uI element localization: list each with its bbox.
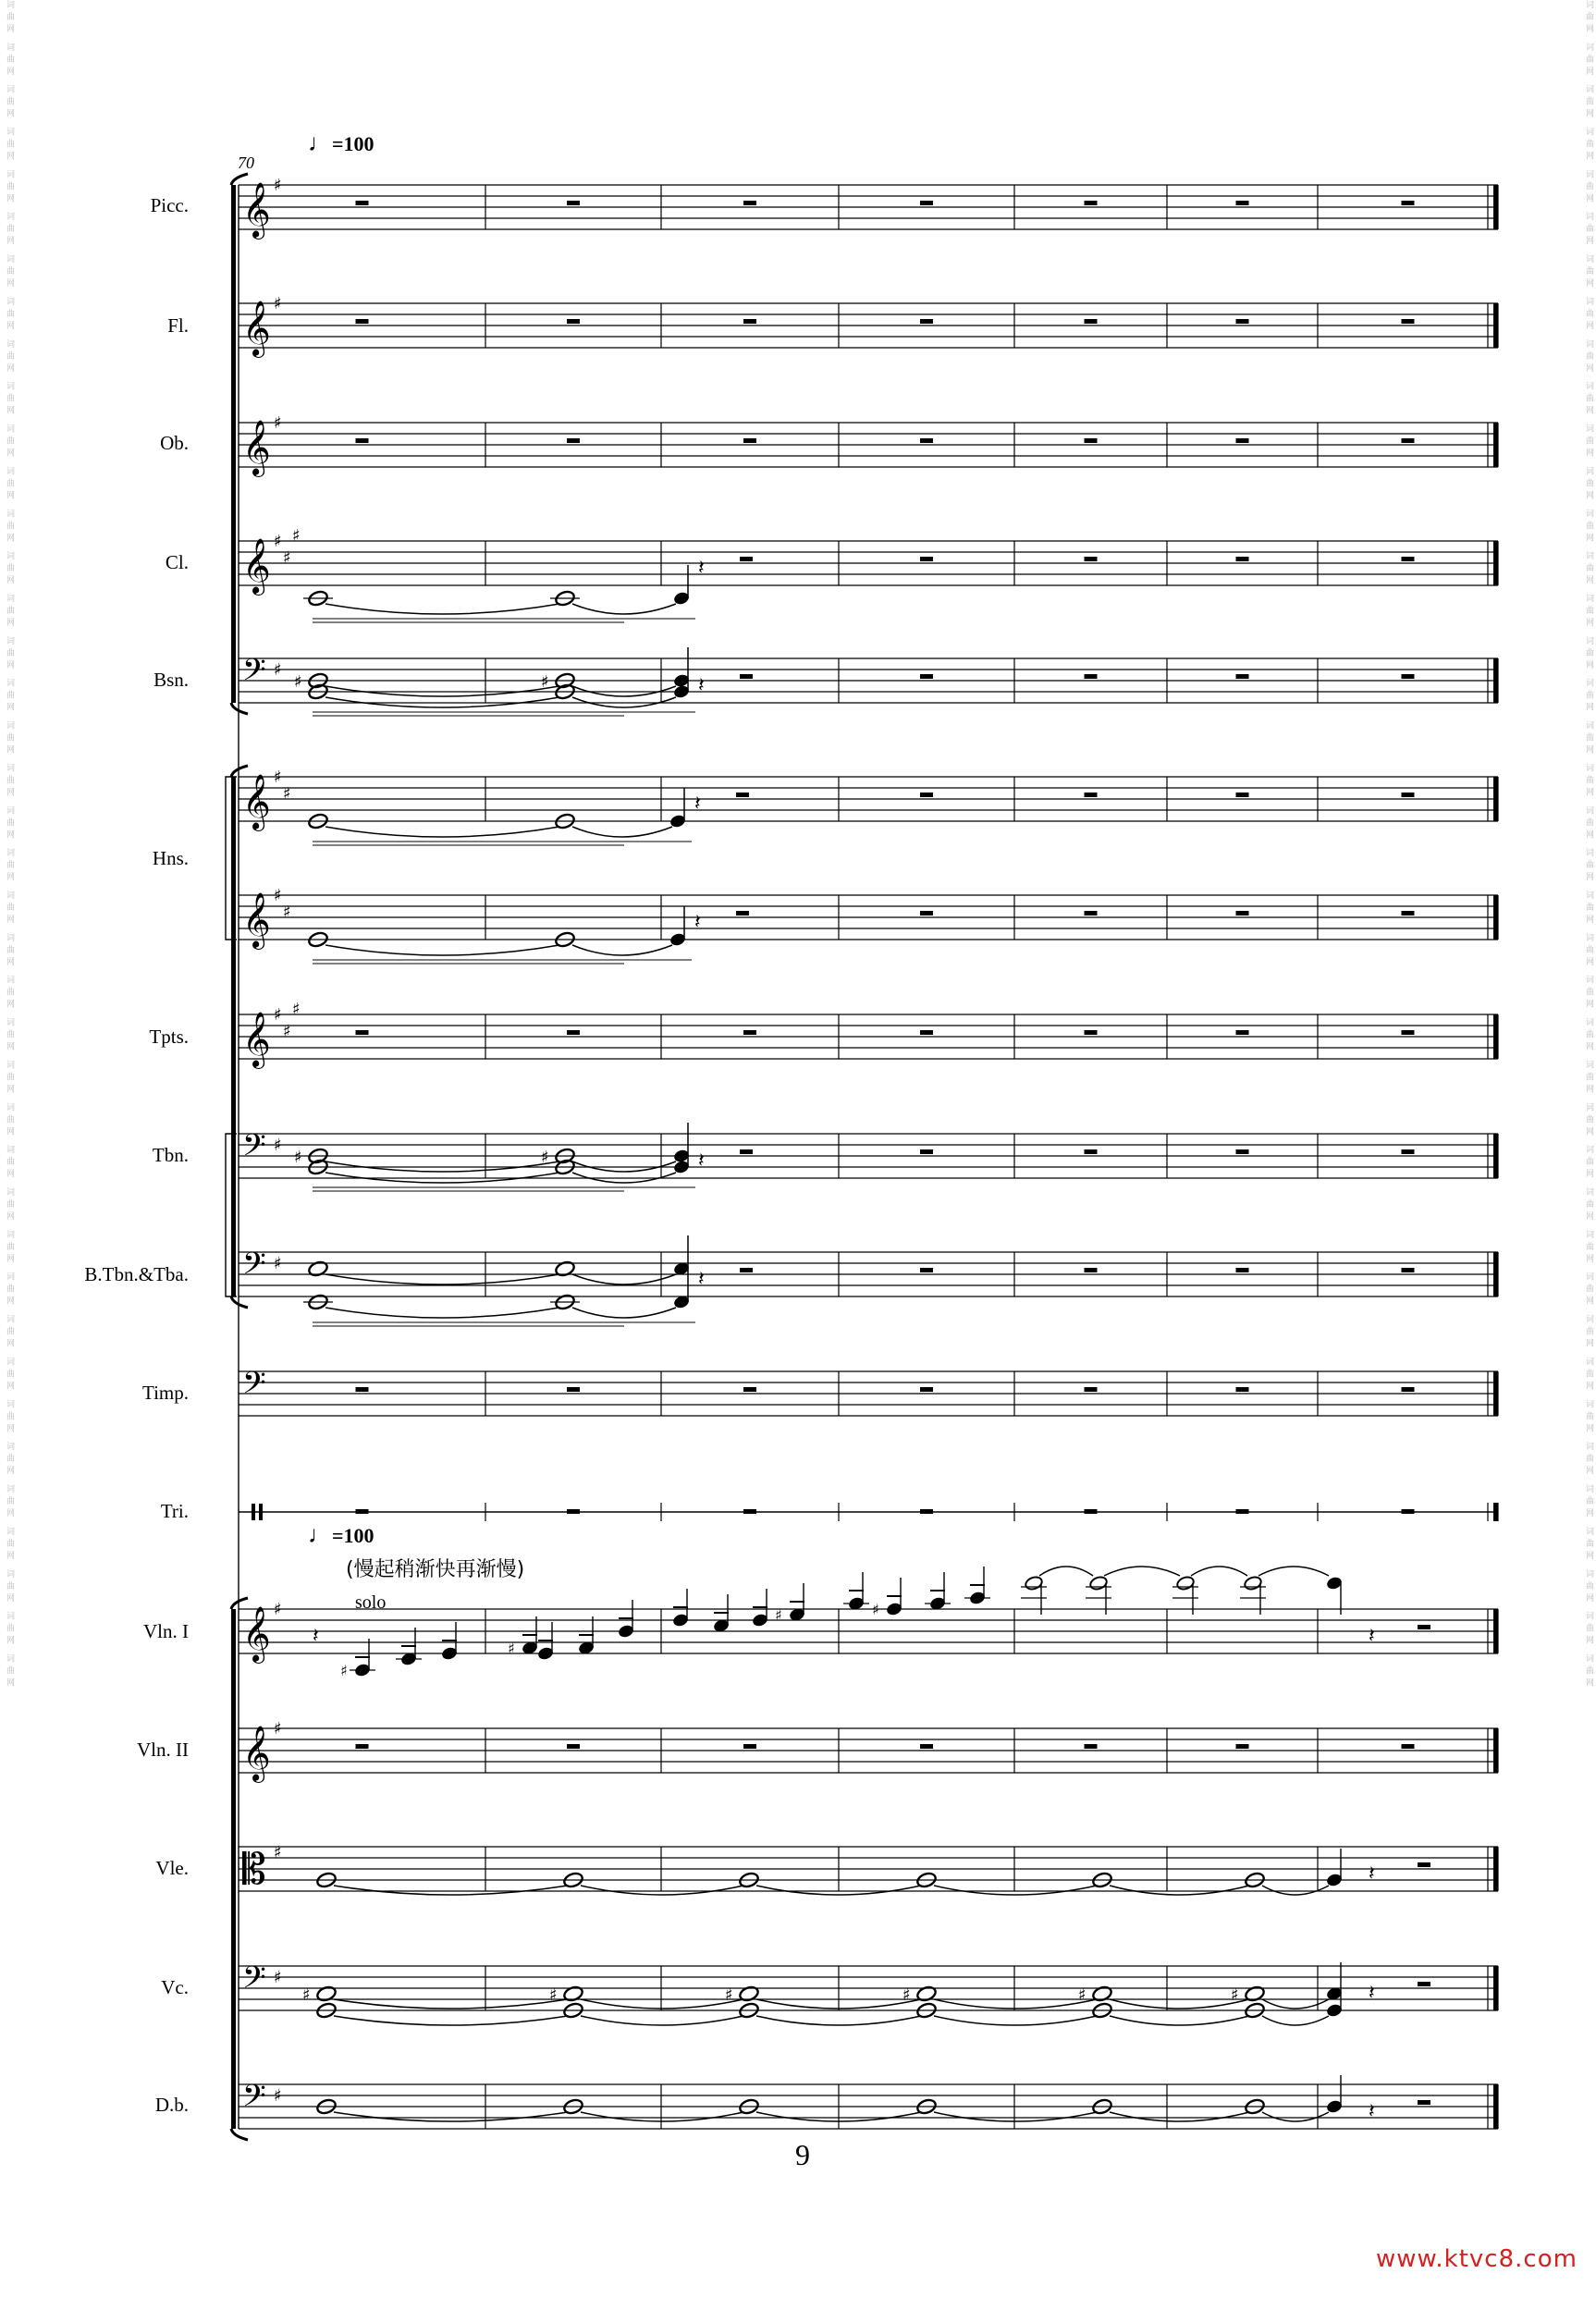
sharp-icon: ♯ bbox=[274, 886, 282, 905]
tie bbox=[334, 1999, 568, 2009]
treble-clef-icon: 𝄞 bbox=[242, 538, 271, 594]
sharp-icon: ♯ bbox=[549, 1985, 558, 2005]
treble-clef-icon: 𝄞 bbox=[242, 301, 271, 356]
label-cl: Cl. bbox=[165, 551, 189, 573]
final-barline bbox=[1493, 1134, 1498, 1178]
whole-rest bbox=[1085, 319, 1098, 324]
tie bbox=[325, 1274, 559, 1284]
whole-rest bbox=[1085, 438, 1098, 443]
whole-rest bbox=[1418, 2100, 1430, 2105]
whole-rest bbox=[1236, 201, 1249, 205]
whole-rest bbox=[743, 1509, 756, 1514]
treble-clef-icon: 𝄞 bbox=[242, 1606, 271, 1662]
final-barline bbox=[1493, 1966, 1498, 2010]
tie bbox=[934, 2112, 1097, 2121]
sharp-icon: ♯ bbox=[274, 294, 282, 313]
tie bbox=[334, 2016, 568, 2025]
sharp-icon: ♯ bbox=[775, 1606, 782, 1624]
whole-rest bbox=[920, 1387, 933, 1392]
whole-rest bbox=[740, 557, 753, 561]
side-watermark-right: 词曲网 词曲网 词曲网 词曲网 词曲网 词曲网 词曲网 词曲网 词曲网 词曲网 词曲网 词曲网 词曲网 词曲网 词曲网 词曲网 词曲网 词曲网 词曲网 词曲网 词曲网 词曲网 词曲网 词曲网 词曲网 词曲网 词曲网 词曲网 词曲网 词曲网 词曲网 词曲网 词曲网 词曲网 词曲网 词曲网 词曲网 词曲网 词曲网 词曲网 bbox=[1584, 0, 1593, 1690]
sharp-icon: ♯ bbox=[274, 1968, 282, 1987]
whole-rest bbox=[920, 557, 933, 561]
label-db: D.b. bbox=[154, 2094, 189, 2116]
whole-rest bbox=[743, 1030, 756, 1035]
staff-bsn bbox=[239, 653, 1498, 703]
sharp-icon: ♯ bbox=[283, 1022, 291, 1041]
whole-rest bbox=[736, 911, 749, 916]
tie bbox=[756, 2016, 921, 2025]
sharp-icon: ♯ bbox=[294, 672, 302, 692]
sharp-icon: ♯ bbox=[274, 660, 282, 680]
quarter-rest: 𝄽 bbox=[1369, 1862, 1375, 1886]
quarter-rest: 𝄽 bbox=[698, 1149, 705, 1173]
whole-rest bbox=[920, 1030, 933, 1035]
whole-rest bbox=[356, 319, 369, 324]
bass-clef-icon: 𝄢 bbox=[242, 2079, 266, 2121]
sharp-icon: ♯ bbox=[274, 2086, 282, 2106]
whole-rest bbox=[1236, 1030, 1249, 1035]
whole-rest bbox=[1085, 1387, 1098, 1392]
whole-rest bbox=[1236, 1268, 1249, 1272]
whole-rest bbox=[1236, 1509, 1249, 1514]
sharp-icon: ♯ bbox=[541, 672, 549, 692]
final-barline bbox=[1493, 1847, 1498, 1891]
sharp-icon: ♯ bbox=[274, 1719, 282, 1739]
quarter-rest: 𝄽 bbox=[1369, 1625, 1375, 1648]
quarter-rest: 𝄽 bbox=[698, 674, 705, 697]
tie bbox=[325, 827, 559, 837]
staff-tpts bbox=[239, 1000, 1498, 1069]
whole-rest bbox=[356, 438, 369, 443]
treble-clef-icon: 𝄞 bbox=[242, 892, 271, 948]
final-barline bbox=[1493, 2084, 1498, 2129]
whole-rest bbox=[740, 1149, 753, 1154]
whole-rest bbox=[1402, 1268, 1415, 1272]
whole-rest bbox=[1402, 319, 1415, 324]
whole-rest bbox=[920, 674, 933, 679]
treble-clef-icon: 𝄞 bbox=[242, 182, 271, 238]
tempo-value-top: =100 bbox=[332, 132, 374, 155]
marks bbox=[294, 201, 1430, 2123]
tie bbox=[334, 2112, 568, 2121]
tie bbox=[1262, 1999, 1329, 2009]
whole-rest bbox=[356, 201, 369, 205]
sharp-icon: ♯ bbox=[872, 1601, 879, 1618]
staff-vln1 bbox=[239, 1600, 1498, 1664]
sharp-icon: ♯ bbox=[292, 1000, 301, 1019]
label-vln2: Vln. II bbox=[137, 1739, 189, 1761]
label-fl: Fl. bbox=[167, 314, 189, 337]
whole-rest bbox=[1085, 1030, 1098, 1035]
quarter-note-icon: ♩ bbox=[308, 129, 332, 156]
sharp-icon: ♯ bbox=[902, 1985, 911, 2005]
whole-rest bbox=[567, 1509, 580, 1514]
tie bbox=[1110, 2016, 1249, 2025]
sharp-icon: ♯ bbox=[274, 532, 282, 551]
sharp-icon: ♯ bbox=[274, 1600, 282, 1619]
quarter-note-icon: ♩ bbox=[308, 1521, 332, 1548]
whole-rest bbox=[920, 319, 933, 324]
label-vc: Vc. bbox=[161, 1976, 189, 1998]
label-hns: Hns. bbox=[152, 847, 189, 869]
tie bbox=[1258, 1567, 1329, 1576]
whole-rest bbox=[1402, 1030, 1415, 1035]
sharp-icon: ♯ bbox=[274, 1254, 282, 1273]
whole-rest bbox=[1236, 319, 1249, 324]
tie bbox=[325, 604, 559, 614]
whole-rest bbox=[1236, 1387, 1249, 1392]
whole-rest bbox=[1402, 1744, 1415, 1749]
tie bbox=[934, 1999, 1097, 2009]
percussion-clef-icon bbox=[252, 1504, 255, 1520]
staff-btbn bbox=[239, 1247, 1498, 1296]
whole-rest bbox=[1236, 1744, 1249, 1749]
bass-clef-icon: 𝄢 bbox=[242, 1128, 266, 1171]
staff-picc bbox=[239, 176, 1498, 240]
whole-rest bbox=[1085, 1744, 1098, 1749]
whole-rest bbox=[1085, 1149, 1098, 1154]
tie bbox=[581, 2016, 743, 2025]
bass-clef-icon: 𝄢 bbox=[242, 1366, 266, 1408]
sharp-icon: ♯ bbox=[294, 1148, 302, 1167]
sharp-icon: ♯ bbox=[274, 176, 282, 195]
final-barline bbox=[1493, 1728, 1498, 1773]
sharp-icon: ♯ bbox=[1078, 1985, 1087, 2005]
whole-rest bbox=[736, 793, 749, 797]
whole-rest bbox=[356, 1744, 369, 1749]
whole-rest bbox=[1418, 1982, 1430, 1986]
tie bbox=[1110, 1886, 1249, 1895]
bracket-strings bbox=[231, 2129, 248, 2140]
tie bbox=[572, 945, 672, 955]
treble-clef-icon: 𝄞 bbox=[242, 420, 271, 475]
tie bbox=[581, 1886, 743, 1895]
whole-rest bbox=[1236, 793, 1249, 797]
whole-rest bbox=[920, 1744, 933, 1749]
whole-rest bbox=[567, 1387, 580, 1392]
sharp-icon: ♯ bbox=[274, 413, 282, 433]
final-barline bbox=[1493, 1371, 1498, 1416]
sharp-icon: ♯ bbox=[302, 1985, 311, 2005]
whole-rest bbox=[1418, 1862, 1430, 1867]
final-barline bbox=[1493, 1252, 1498, 1296]
percussion-clef-icon bbox=[259, 1504, 263, 1520]
whole-rest bbox=[1236, 557, 1249, 561]
tie bbox=[934, 1886, 1097, 1895]
whole-rest bbox=[740, 1268, 753, 1272]
label-vln1: Vln. I bbox=[143, 1620, 189, 1642]
quarter-rest: 𝄽 bbox=[698, 557, 705, 580]
whole-rest bbox=[743, 201, 756, 205]
whole-rest bbox=[1402, 438, 1415, 443]
tie bbox=[334, 1886, 568, 1895]
sharp-icon: ♯ bbox=[725, 1985, 733, 2005]
alto-clef-icon: 𝄡 bbox=[242, 1844, 266, 1894]
staff-hn1 bbox=[239, 768, 1498, 831]
final-barline bbox=[1493, 541, 1498, 585]
final-barline bbox=[1493, 423, 1498, 467]
tie bbox=[572, 827, 672, 837]
whole-rest bbox=[743, 438, 756, 443]
staff-vln2 bbox=[239, 1719, 1498, 1783]
whole-rest bbox=[920, 911, 933, 916]
staff-cl bbox=[239, 526, 1498, 596]
whole-rest bbox=[1085, 674, 1098, 679]
final-barline bbox=[1493, 777, 1498, 821]
tie bbox=[325, 945, 559, 955]
sharp-icon: ♯ bbox=[283, 784, 291, 804]
sharp-icon: ♯ bbox=[541, 1148, 549, 1167]
whole-rest bbox=[1085, 557, 1098, 561]
whole-rest bbox=[1402, 1509, 1415, 1514]
quarter-rest: 𝄽 bbox=[694, 793, 701, 816]
whole-rest bbox=[356, 1509, 369, 1514]
tie bbox=[581, 2112, 743, 2121]
staff-fl bbox=[239, 294, 1498, 358]
staff-hn2 bbox=[239, 886, 1498, 950]
barlines bbox=[226, 174, 1498, 2140]
staff-ob bbox=[239, 413, 1498, 477]
final-barline bbox=[1493, 895, 1498, 940]
tempo-value-strings: =100 bbox=[332, 1524, 374, 1547]
final-barline bbox=[1493, 1014, 1498, 1059]
treble-clef-icon: 𝄞 bbox=[242, 1726, 271, 1781]
whole-rest bbox=[356, 1387, 369, 1392]
whole-rest bbox=[1085, 1509, 1098, 1514]
whole-rest bbox=[920, 793, 933, 797]
label-bsn: Bsn. bbox=[153, 669, 189, 691]
quarter-rest: 𝄽 bbox=[1369, 2100, 1375, 2123]
whole-rest bbox=[356, 1030, 369, 1035]
sharp-icon: ♯ bbox=[292, 526, 301, 546]
final-barline bbox=[1493, 658, 1498, 703]
whole-rest bbox=[920, 1509, 933, 1514]
staff-vc bbox=[239, 1960, 1498, 2010]
whole-rest bbox=[1236, 1149, 1249, 1154]
sharp-icon: ♯ bbox=[508, 1640, 515, 1657]
side-watermark-left: 词曲网 词曲网 词曲网 词曲网 词曲网 词曲网 词曲网 词曲网 词曲网 词曲网 词曲网 词曲网 词曲网 词曲网 词曲网 词曲网 词曲网 词曲网 词曲网 词曲网 词曲网 词曲网 词曲网 词曲网 词曲网 词曲网 词曲网 词曲网 词曲网 词曲网 词曲网 词曲网 词曲网 词曲网 词曲网 词曲网 词曲网 词曲网 词曲网 词曲网 bbox=[5, 0, 14, 1690]
quarter-rest: 𝄽 bbox=[1369, 1982, 1375, 2005]
whole-rest bbox=[920, 1268, 933, 1272]
whole-rest bbox=[920, 201, 933, 205]
whole-rest bbox=[1236, 674, 1249, 679]
sharp-icon: ♯ bbox=[274, 1843, 282, 1862]
whole-rest bbox=[1402, 201, 1415, 205]
label-ob: Ob. bbox=[160, 432, 189, 454]
tie bbox=[934, 2016, 1097, 2025]
solo-mark: solo bbox=[355, 1592, 387, 1613]
staff-tri bbox=[239, 1504, 1498, 1520]
bass-clef-icon: 𝄢 bbox=[242, 653, 266, 695]
tie bbox=[572, 604, 676, 614]
sharp-icon: ♯ bbox=[1231, 1985, 1239, 2005]
sharp-icon: ♯ bbox=[274, 1005, 282, 1025]
tie bbox=[1039, 1567, 1093, 1576]
final-barline bbox=[1493, 1609, 1498, 1653]
label-tri: Tri. bbox=[160, 1500, 189, 1522]
whole-rest bbox=[920, 438, 933, 443]
tie bbox=[1104, 1567, 1180, 1576]
whole-rest bbox=[567, 319, 580, 324]
sharp-icon: ♯ bbox=[274, 768, 282, 787]
whole-rest bbox=[1402, 1149, 1415, 1154]
whole-rest bbox=[1418, 1625, 1430, 1629]
quarter-rest: 𝄽 bbox=[313, 1625, 319, 1648]
whole-rest bbox=[1236, 911, 1249, 916]
quarter-rest: 𝄽 bbox=[694, 911, 701, 934]
bracket-woodwinds bbox=[231, 185, 236, 703]
sharp-icon: ♯ bbox=[340, 1662, 348, 1679]
label-tbn: Tbn. bbox=[152, 1144, 189, 1166]
whole-rest bbox=[1085, 911, 1098, 916]
whole-rest bbox=[567, 438, 580, 443]
tie bbox=[581, 1999, 743, 2009]
bracket-woodwinds bbox=[231, 703, 248, 714]
whole-rest bbox=[743, 1744, 756, 1749]
final-barline bbox=[1493, 185, 1498, 229]
bracket-strings bbox=[231, 1609, 236, 2129]
whole-rest bbox=[1085, 793, 1098, 797]
final-barline bbox=[1493, 303, 1498, 348]
tie bbox=[1110, 2112, 1249, 2121]
whole-rest bbox=[740, 674, 753, 679]
expression-text: (慢起稍渐快再渐慢) bbox=[346, 1558, 525, 1581]
bracket-brass bbox=[231, 777, 236, 1296]
quarter-rest: 𝄽 bbox=[698, 1268, 705, 1291]
final-barline bbox=[1493, 1503, 1498, 1521]
whole-rest bbox=[920, 1149, 933, 1154]
page-number: 9 bbox=[795, 2138, 810, 2171]
whole-rest bbox=[1402, 1387, 1415, 1392]
bracket-brass bbox=[231, 1296, 248, 1308]
whole-rest bbox=[567, 1030, 580, 1035]
whole-rest bbox=[1402, 557, 1415, 561]
sharp-icon: ♯ bbox=[283, 548, 291, 568]
label-timp: Timp. bbox=[141, 1382, 189, 1404]
whole-rest bbox=[1236, 438, 1249, 443]
whole-rest bbox=[743, 1387, 756, 1392]
whole-rest bbox=[1402, 793, 1415, 797]
whole-rest bbox=[743, 319, 756, 324]
sharp-icon: ♯ bbox=[274, 1136, 282, 1155]
label-btbn: B.Tbn.&Tba. bbox=[84, 1263, 189, 1285]
bass-clef-icon: 𝄢 bbox=[242, 1247, 266, 1289]
sharp-icon: ♯ bbox=[283, 903, 291, 922]
whole-rest bbox=[1085, 201, 1098, 205]
whole-rest bbox=[567, 1744, 580, 1749]
staff-vle bbox=[239, 1843, 1498, 1894]
whole-rest bbox=[1402, 674, 1415, 679]
whole-rest bbox=[1402, 911, 1415, 916]
tie bbox=[1110, 1999, 1249, 2009]
whole-rest bbox=[1085, 1268, 1098, 1272]
tie bbox=[325, 1308, 559, 1318]
label-picc: Picc. bbox=[150, 194, 189, 216]
staff-tbn bbox=[239, 1128, 1498, 1178]
site-watermark: www.ktvc8.com bbox=[1376, 2245, 1578, 2273]
tie bbox=[572, 1308, 676, 1318]
label-tpts: Tpts. bbox=[149, 1026, 189, 1048]
whole-rest bbox=[567, 201, 580, 205]
tie bbox=[1262, 2112, 1329, 2121]
treble-clef-icon: 𝄞 bbox=[242, 774, 271, 829]
bass-clef-icon: 𝄢 bbox=[242, 1960, 266, 2003]
treble-clef-icon: 𝄞 bbox=[242, 1012, 271, 1067]
measure-number: 70 bbox=[238, 154, 254, 172]
label-vle: Vle. bbox=[155, 1857, 189, 1879]
tie bbox=[572, 1274, 676, 1284]
tie bbox=[1191, 1567, 1247, 1576]
tie bbox=[1262, 2016, 1329, 2025]
staff-timp bbox=[239, 1366, 1498, 1416]
staves bbox=[239, 176, 1498, 2129]
tie bbox=[1262, 1886, 1329, 1895]
